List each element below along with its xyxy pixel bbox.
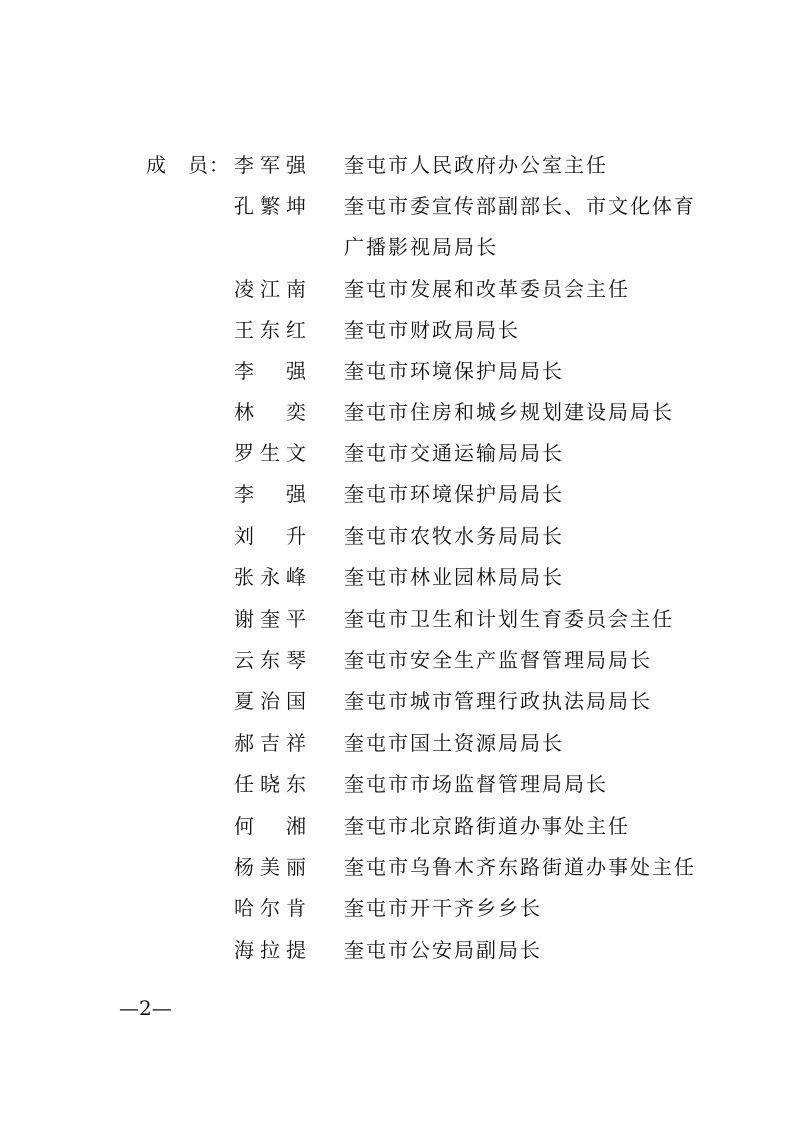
member-title: 奎屯市环境保护局局长 bbox=[344, 359, 564, 383]
member-title: 奎屯市委宣传部副部长、市文化体育广播影视局局长 bbox=[344, 194, 696, 259]
member-title: 奎屯市公安局副局长 bbox=[344, 938, 542, 962]
member-row bbox=[0, 645, 793, 675]
member-title: 奎屯市发展和改革委员会主任 bbox=[344, 277, 630, 301]
member-row bbox=[0, 397, 793, 427]
member-title: 奎屯市住房和城乡规划建设局局长 bbox=[344, 400, 674, 424]
member-title: 奎屯市卫生和计划生育委员会主任 bbox=[344, 607, 674, 631]
member-title: 奎屯市国土资源局局长 bbox=[344, 731, 564, 755]
member-row bbox=[0, 150, 793, 180]
member-row bbox=[0, 811, 793, 841]
member-row bbox=[0, 191, 793, 273]
member-title: 奎屯市市场监督管理局局长 bbox=[344, 772, 608, 796]
member-title: 奎屯市林业园林局局长 bbox=[344, 565, 564, 589]
member-title: 奎屯市乌鲁木齐东路街道办事处主任 bbox=[344, 855, 696, 879]
member-title: 奎屯市开干齐乡乡长 bbox=[344, 896, 542, 920]
member-title: 奎屯市城市管理行政执法局局长 bbox=[344, 689, 652, 713]
member-title: 奎屯市农牧水务局局长 bbox=[344, 524, 564, 548]
member-name: 罗生文 bbox=[234, 441, 308, 465]
member-row bbox=[0, 769, 793, 799]
member-name: 云东琴 bbox=[234, 648, 308, 672]
member-row bbox=[0, 604, 793, 634]
member-name: 王东红 bbox=[234, 318, 308, 342]
member-title: 奎屯市环境保护局局长 bbox=[344, 482, 564, 506]
member-title: 奎屯市财政局局长 bbox=[344, 318, 520, 342]
member-row bbox=[0, 438, 793, 468]
member-name: 刘 升 bbox=[234, 524, 308, 548]
member-row bbox=[0, 479, 793, 509]
member-name: 何 湘 bbox=[234, 814, 308, 838]
member-name: 海拉提 bbox=[234, 938, 308, 962]
member-name: 郝吉祥 bbox=[234, 731, 308, 755]
member-row bbox=[0, 852, 793, 882]
member-title: 奎屯市北京路街道办事处主任 bbox=[344, 814, 630, 838]
member-row bbox=[0, 728, 793, 758]
member-name: 杨美丽 bbox=[234, 855, 308, 879]
member-name: 李军强 bbox=[234, 153, 308, 177]
member-name: 林 奕 bbox=[234, 400, 308, 424]
member-name: 凌江南 bbox=[234, 277, 308, 301]
member-row bbox=[0, 356, 793, 386]
member-row bbox=[0, 686, 793, 716]
member-name: 孔繁坤 bbox=[234, 194, 308, 218]
member-name: 夏治国 bbox=[234, 689, 308, 713]
member-title: 奎屯市人民政府办公室主任 bbox=[344, 153, 608, 177]
member-title: 奎屯市安全生产监督管理局局长 bbox=[344, 648, 652, 672]
member-row bbox=[0, 521, 793, 551]
member-row bbox=[0, 315, 793, 345]
member-name: 张永峰 bbox=[234, 565, 308, 589]
member-name: 李 强 bbox=[234, 482, 308, 506]
member-name: 哈尔肯 bbox=[234, 896, 308, 920]
member-name: 任晓东 bbox=[234, 772, 308, 796]
page-number: —2— bbox=[119, 996, 172, 1020]
member-row bbox=[0, 935, 793, 965]
members-label: 成 员： bbox=[146, 153, 230, 177]
member-title: 奎屯市交通运输局局长 bbox=[344, 441, 564, 465]
member-row bbox=[0, 562, 793, 592]
member-name: 谢奎平 bbox=[234, 607, 308, 631]
member-name: 李 强 bbox=[234, 359, 308, 383]
member-row bbox=[0, 274, 793, 304]
member-row bbox=[0, 893, 793, 923]
